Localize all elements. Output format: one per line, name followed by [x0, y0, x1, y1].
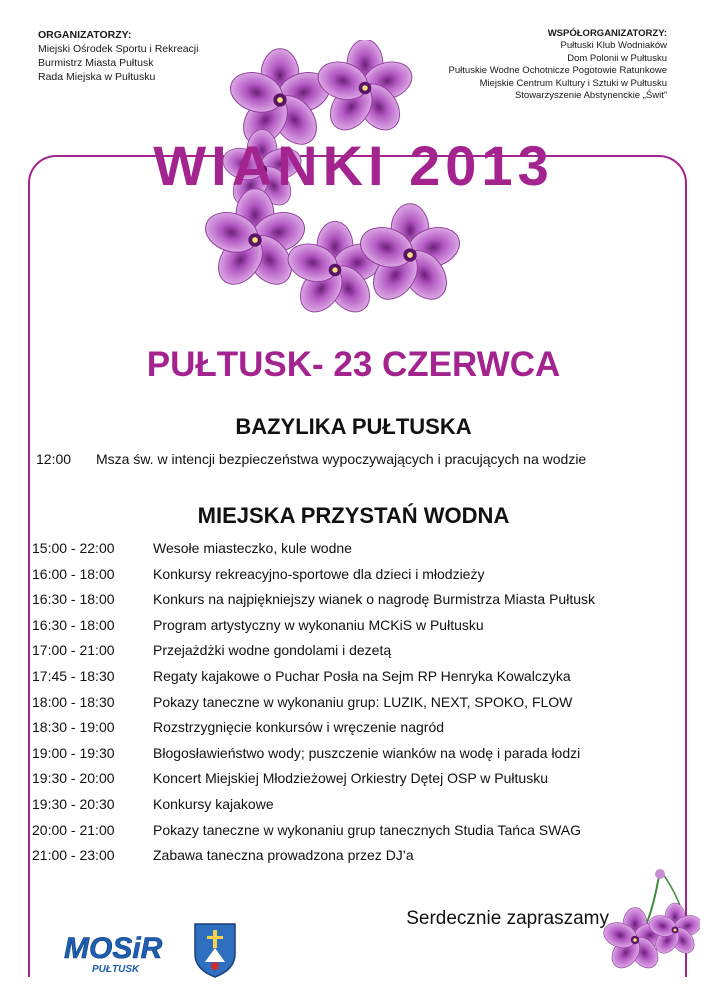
harbor-heading: MIEJSKA PRZYSTAŃ WODNA [197, 503, 510, 528]
schedule-row [32, 719, 672, 739]
schedule-row [32, 847, 672, 867]
event-time: 19:30 - 20:00 [32, 770, 115, 787]
event-description: Rozstrzygnięcie konkursów i wręczenie nagród [153, 719, 445, 736]
event-description: Koncert Miejskiej Młodzieżowej Orkiestry Dętej OSP w Pułtusku [153, 770, 548, 787]
event-time: 18:30 - 19:00 [32, 719, 115, 736]
page-title: WIANKI 2013 [153, 134, 554, 197]
schedule-row [32, 822, 672, 842]
event-description: Przejażdżki wodne gondolami i dezetą [153, 642, 392, 659]
coorganizer-item: Pułtuski Klub Wodniaków [560, 40, 667, 52]
mosir-logo-text: MOSiR [64, 932, 163, 965]
event-description: Pokazy taneczne w wykonaniu grup: LUZIK, NEXT, SPOKO, FLOW [153, 693, 573, 710]
schedule-row [32, 642, 672, 662]
organizers-block [38, 28, 198, 84]
event-time: 17:45 - 18:30 [32, 668, 115, 684]
event-time: 16:30 - 18:00 [32, 591, 115, 608]
event-description: Pokazy taneczne w wykonaniu grup tanecznych Studia Tańca SWAG [153, 821, 582, 838]
event-description: Regaty kajakowe o Puchar Posła na Sejm RP Henryka Kowalczyka [153, 668, 571, 684]
basilica-heading: BAZYLIKA PUŁTUSKA [235, 414, 472, 439]
event-time: 19:30 - 20:30 [32, 796, 115, 812]
schedule-row [32, 617, 672, 637]
mosir-logo [62, 928, 177, 978]
event-description: Zabawa taneczna prowadzona przez DJ’a [153, 847, 414, 864]
coorganizer-item: Dom Polonii w Pułtusku [567, 52, 667, 64]
schedule-row [32, 540, 672, 560]
organizer-item: Burmistrz Miasta Pułtusk [38, 57, 154, 69]
schedule-row [32, 770, 672, 790]
schedule-row [32, 796, 672, 816]
organizers-heading: ORGANIZATORZY: [38, 29, 132, 41]
coorganizer-item: Miejskie Centrum Kultury i Sztuki w Pułtusku [479, 77, 667, 89]
corner-flower-decoration [590, 860, 700, 970]
invite-text: Serdecznie zapraszamy [406, 908, 609, 929]
coorganizer-item: Stowarzyszenie Abstynenckie „Świt” [514, 90, 667, 102]
event-time: 16:00 - 18:00 [32, 565, 115, 582]
coorganizers-heading: WSPÓŁORGANIZATORZY: [547, 28, 667, 39]
event-description: Konkursy kajakowe [153, 796, 274, 812]
town-crest-icon [193, 922, 237, 978]
schedule-row [32, 566, 672, 586]
schedule-row [32, 668, 672, 688]
event-description: Konkursy rekreacyjno-sportowe dla dzieci i młodzieży [153, 565, 485, 582]
schedule-row [32, 694, 672, 714]
coorganizer-item: Pułtuskie Wodne Ochotnicze Pogotowie Ratunkowe [448, 65, 667, 77]
event-subtitle: PUŁTUSK- 23 CZERWCA [146, 345, 561, 384]
basilica-row [36, 451, 676, 471]
mosir-logo-subtext: PUŁTUSK [92, 964, 140, 975]
event-time: 21:00 - 23:00 [32, 847, 115, 864]
event-time: 18:00 - 18:30 [32, 693, 115, 710]
event-time: 19:00 - 19:30 [32, 744, 115, 761]
schedule-row [32, 745, 672, 765]
organizer-item: Rada Miejska w Pułtusku [38, 71, 156, 83]
event-description: Błogosławieństwo wody; puszczenie wianków na wodę i parada łodzi [153, 744, 581, 761]
schedule-row [32, 591, 672, 611]
organizer-item: Miejski Ośrodek Sportu i Rekreacji [38, 43, 199, 55]
event-time: 12:00 [36, 451, 72, 467]
event-time: 17:00 - 21:00 [32, 642, 115, 659]
event-time: 20:00 - 21:00 [32, 821, 115, 838]
event-time: 15:00 - 22:00 [32, 540, 115, 556]
event-description: Wesołe miasteczko, kule wodne [153, 540, 352, 556]
event-description: Msza św. w intencji bezpieczeństwa wypoczywających i pracujących na wodzie [96, 451, 587, 467]
event-description: Konkurs na najpiękniejszy wianek o nagrodę Burmistrza Miasta Pułtusk [153, 591, 595, 608]
event-description: Program artystyczny w wykonaniu MCKiS w Pułtusku [153, 616, 484, 633]
event-time: 16:30 - 18:00 [32, 616, 115, 633]
